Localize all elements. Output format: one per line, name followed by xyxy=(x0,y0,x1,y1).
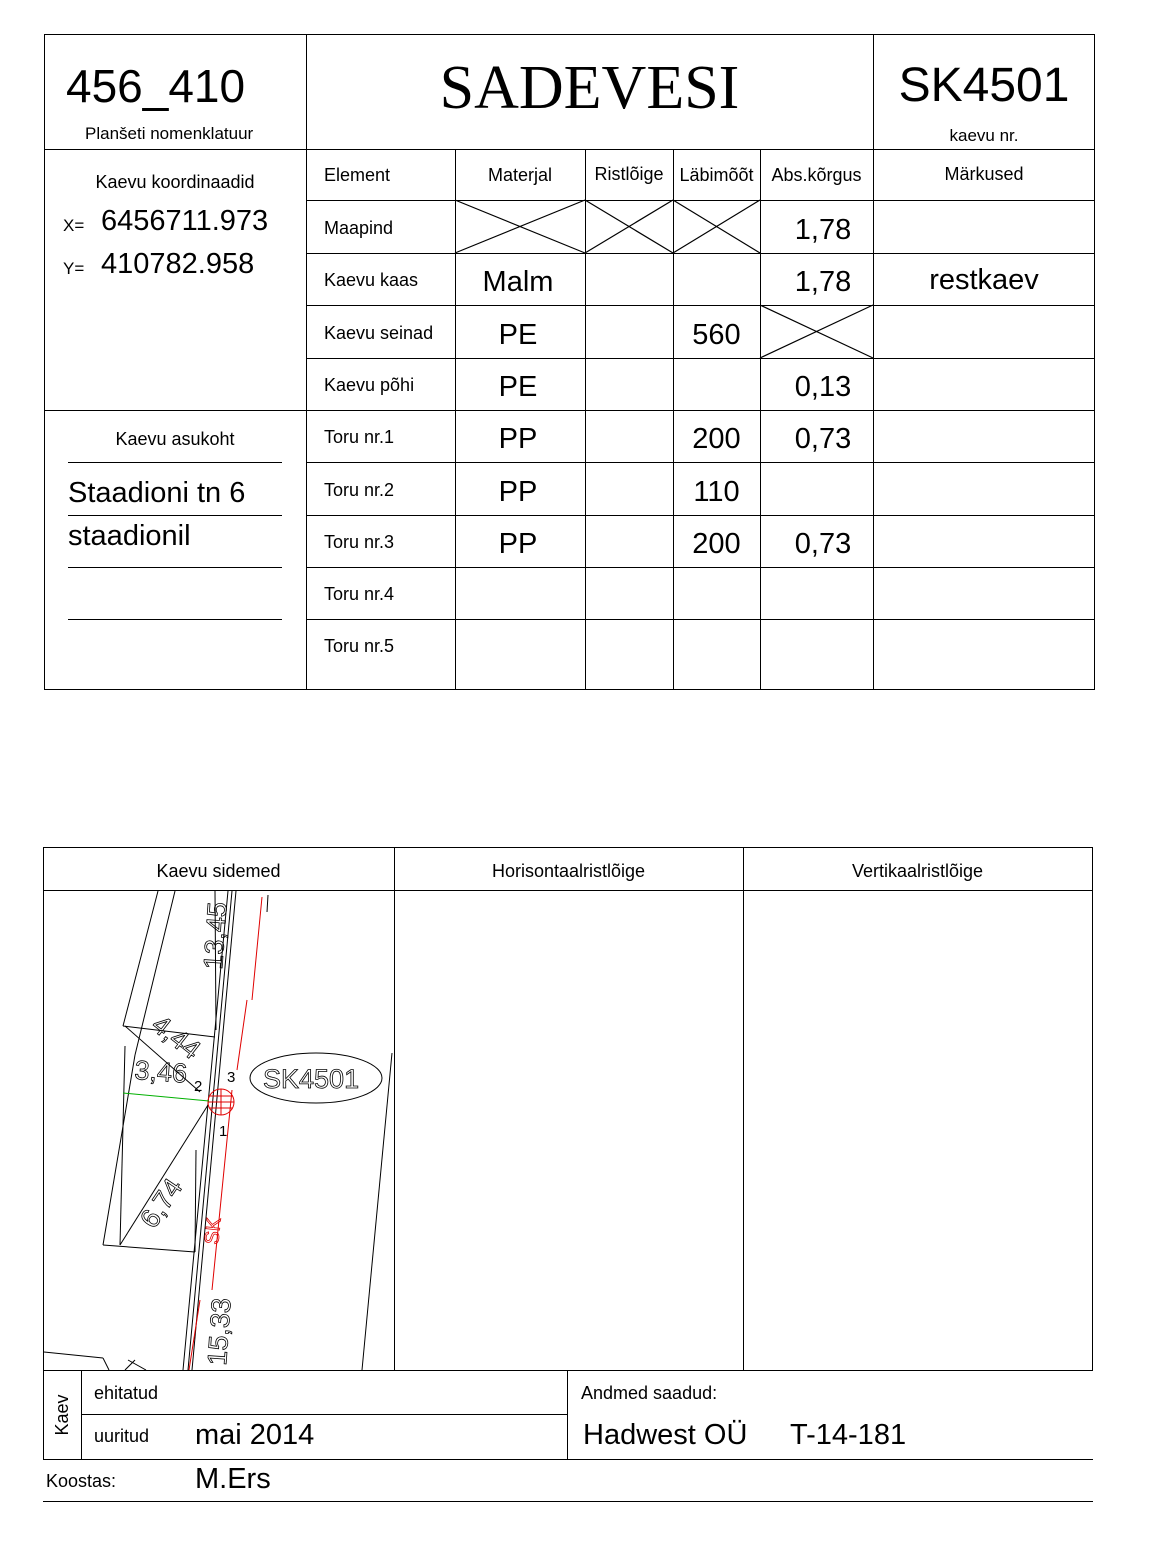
row-material: PE xyxy=(498,371,538,403)
row-element: Kaevu seinad xyxy=(324,323,434,343)
measured-label: uuritud xyxy=(94,1426,150,1446)
x-label: X= xyxy=(63,216,85,235)
row-element: Toru nr.3 xyxy=(324,532,395,552)
pipe-2-label: 2 xyxy=(194,1078,203,1095)
horizontal-section-header: Horisontaalristlõige xyxy=(491,861,646,881)
header-diameter: Läbimõõt xyxy=(679,165,754,185)
divider xyxy=(43,1370,1093,1371)
author-label: Koostas: xyxy=(46,1471,117,1491)
row-material: PP xyxy=(498,476,538,508)
row-notes: restkaev xyxy=(929,264,1039,296)
dim-left: 3,46 xyxy=(133,1055,189,1089)
location-label: Kaevu asukoht xyxy=(115,429,235,449)
row-element: Maapind xyxy=(324,218,394,238)
divider xyxy=(43,1501,1093,1502)
ties-header: Kaevu sidemed xyxy=(156,861,281,881)
job-number: T-14-181 xyxy=(790,1419,907,1451)
pipe-1-label: 1 xyxy=(219,1123,228,1140)
header-element: Element xyxy=(324,165,391,185)
kaev-label: Kaev xyxy=(52,1394,72,1436)
header-material: Materjal xyxy=(487,165,553,185)
row-diameter: 200 xyxy=(692,423,741,455)
well-callout-label: SK4501 xyxy=(263,1064,360,1094)
measured-date: mai 2014 xyxy=(195,1419,315,1451)
row-element: Kaevu kaas xyxy=(324,270,419,290)
row-height: 1,78 xyxy=(794,214,852,246)
location-line-2: staadionil xyxy=(68,520,191,552)
row-diameter: 560 xyxy=(692,319,741,351)
author-name: M.Ers xyxy=(195,1463,271,1495)
divider xyxy=(43,1459,1093,1460)
row-diameter: 200 xyxy=(692,528,741,560)
pipe-type-label: SK xyxy=(201,1216,226,1246)
data-source-label: Andmed saadud: xyxy=(581,1383,718,1403)
sheet-number: 456_410 xyxy=(66,60,246,112)
company-name: Hadwest OÜ xyxy=(583,1419,748,1451)
dim-diag-top: 4,44 xyxy=(146,1009,207,1066)
row-element: Kaevu põhi xyxy=(324,375,415,395)
y-label: Y= xyxy=(63,259,85,278)
divider xyxy=(743,847,744,1370)
header-notes: Märkused xyxy=(944,164,1024,184)
divider xyxy=(567,1370,568,1459)
dim-bottom: 15,33 xyxy=(202,1296,237,1367)
header-height: Abs.kõrgus xyxy=(771,165,862,185)
vertical-section-header: Vertikaalristlõige xyxy=(851,861,984,881)
row-height: 0,13 xyxy=(794,371,852,403)
row-material: PE xyxy=(498,319,538,351)
coordinates-label: Kaevu koordinaadid xyxy=(95,172,255,192)
row-material: Malm xyxy=(482,266,554,298)
row-height: 0,73 xyxy=(794,528,852,560)
divider xyxy=(43,847,1093,848)
built-label: ehitatud xyxy=(94,1383,159,1403)
divider xyxy=(1092,847,1093,1370)
location-line-1: Staadioni tn 6 xyxy=(68,477,246,509)
header-cross-section: Ristlõige xyxy=(594,164,664,184)
x-value: 6456711.973 xyxy=(101,205,269,237)
row-height: 0,73 xyxy=(794,423,852,455)
row-element: Toru nr.1 xyxy=(324,427,395,447)
row-diameter: 110 xyxy=(693,476,740,508)
row-material: PP xyxy=(498,423,538,455)
dim-diag-bottom: 6,74 xyxy=(134,1173,189,1234)
row-element: Toru nr.2 xyxy=(324,480,395,500)
crossed-cells xyxy=(0,0,1165,700)
row-element: Toru nr.5 xyxy=(324,636,395,656)
row-element: Toru nr.4 xyxy=(324,584,395,604)
well-number: SK4501 xyxy=(898,59,1070,112)
y-value: 410782.958 xyxy=(101,248,255,280)
pipe-3-label: 3 xyxy=(227,1069,236,1086)
page-title: SADEVESI xyxy=(439,54,740,122)
site-sketch xyxy=(44,891,395,1370)
divider xyxy=(81,1414,567,1415)
well-label: kaevu nr. xyxy=(949,126,1019,145)
dim-top: 13,45 xyxy=(198,900,233,971)
row-height: 1,78 xyxy=(794,266,852,298)
sheet-label: Planšeti nomenklatuur xyxy=(85,124,254,143)
row-material: PP xyxy=(498,528,538,560)
